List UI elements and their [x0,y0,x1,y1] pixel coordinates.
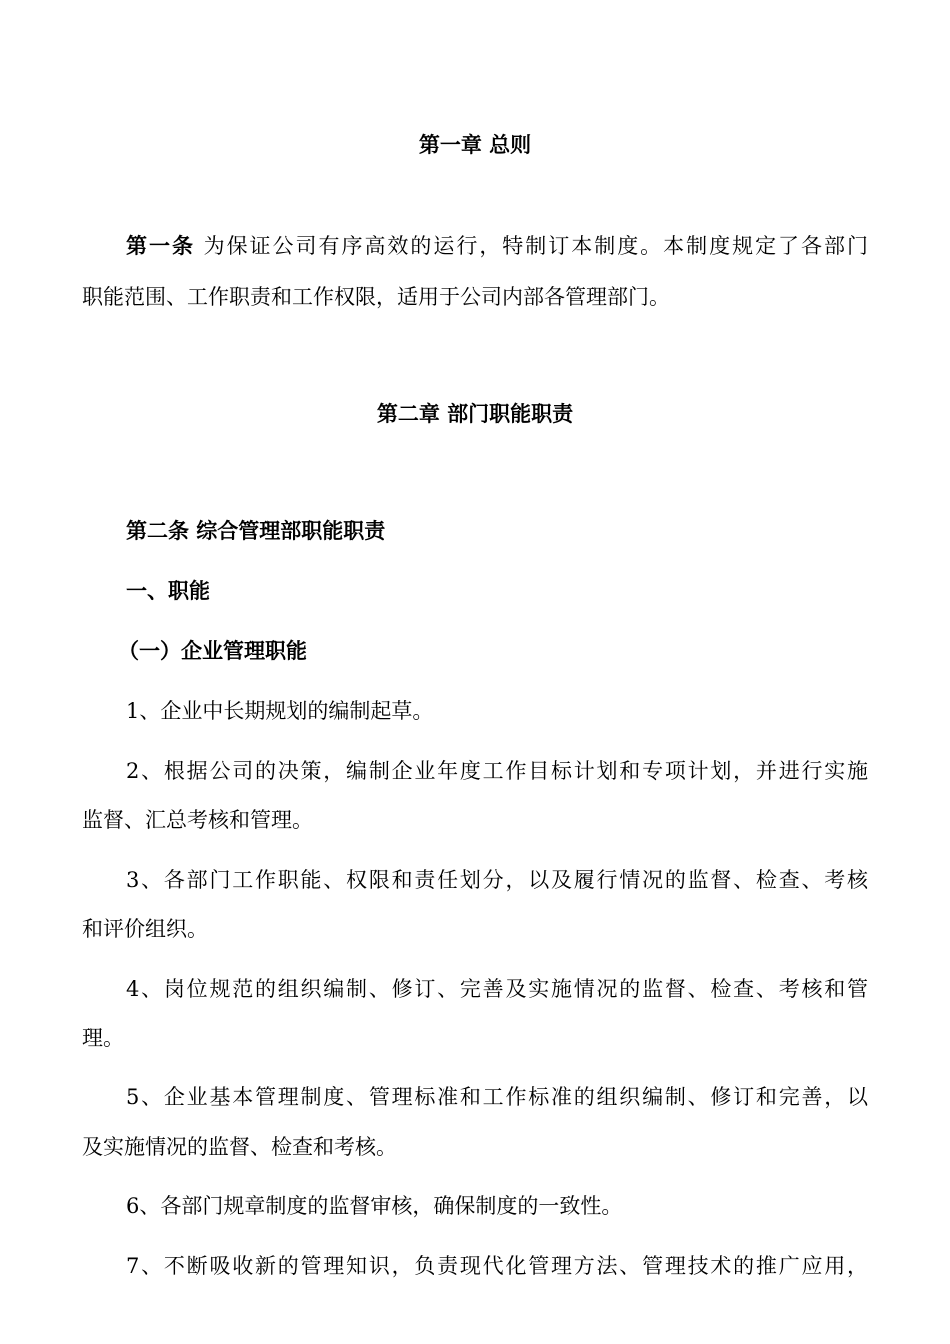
article-1-line-2: 职能范围、工作职责和工作权限，适用于公司内部各管理部门。 [82,285,670,309]
chapter-1-title: 第一章 总则 [418,132,532,157]
article-1-line-1 [126,232,868,260]
item-3-line-2: 和评价组织。 [82,917,208,941]
item-5-line-2: 及实施情况的监督、检查和考核。 [82,1135,397,1159]
item-1: 1、企业中长期规划的编制起草。 [126,699,434,723]
article-2-heading: 第二条 综合管理部职能职责 [126,518,386,543]
item-4-line-2: 理。 [82,1026,124,1050]
item-5-line-1: 5、企业基本管理制度、管理标准和工作标准的组织编制、修订和完善，以 [126,1085,868,1109]
item-3-line-1: 3、各部门工作职能、权限和责任划分，以及履行情况的监督、检查、考核 [126,868,868,892]
subsection-1-heading: （一）企业管理职能 [118,638,307,663]
item-4-line-1: 4、岗位规范的组织编制、修订、完善及实施情况的监督、检查、考核和管 [126,977,868,1001]
item-7-line-1: 7、不断吸收新的管理知识，负责现代化管理方法、管理技术的推广应用， [126,1254,868,1278]
item-2-line-1: 2、根据公司的决策，编制企业年度工作目标计划和专项计划，并进行实施 [126,759,868,783]
chapter-2-title: 第二章 部门职能职责 [376,401,574,426]
item-2-line-2: 监督、汇总考核和管理。 [82,808,313,832]
item-6: 6、各部门规章制度的监督审核，确保制度的一致性。 [126,1194,623,1218]
section-1-heading: 一、职能 [126,578,210,603]
article-1-label: 第一条 [126,233,195,258]
article-1-text-1: 为保证公司有序高效的运行，特制订本制度。本制度规定了各部门 [194,234,868,258]
